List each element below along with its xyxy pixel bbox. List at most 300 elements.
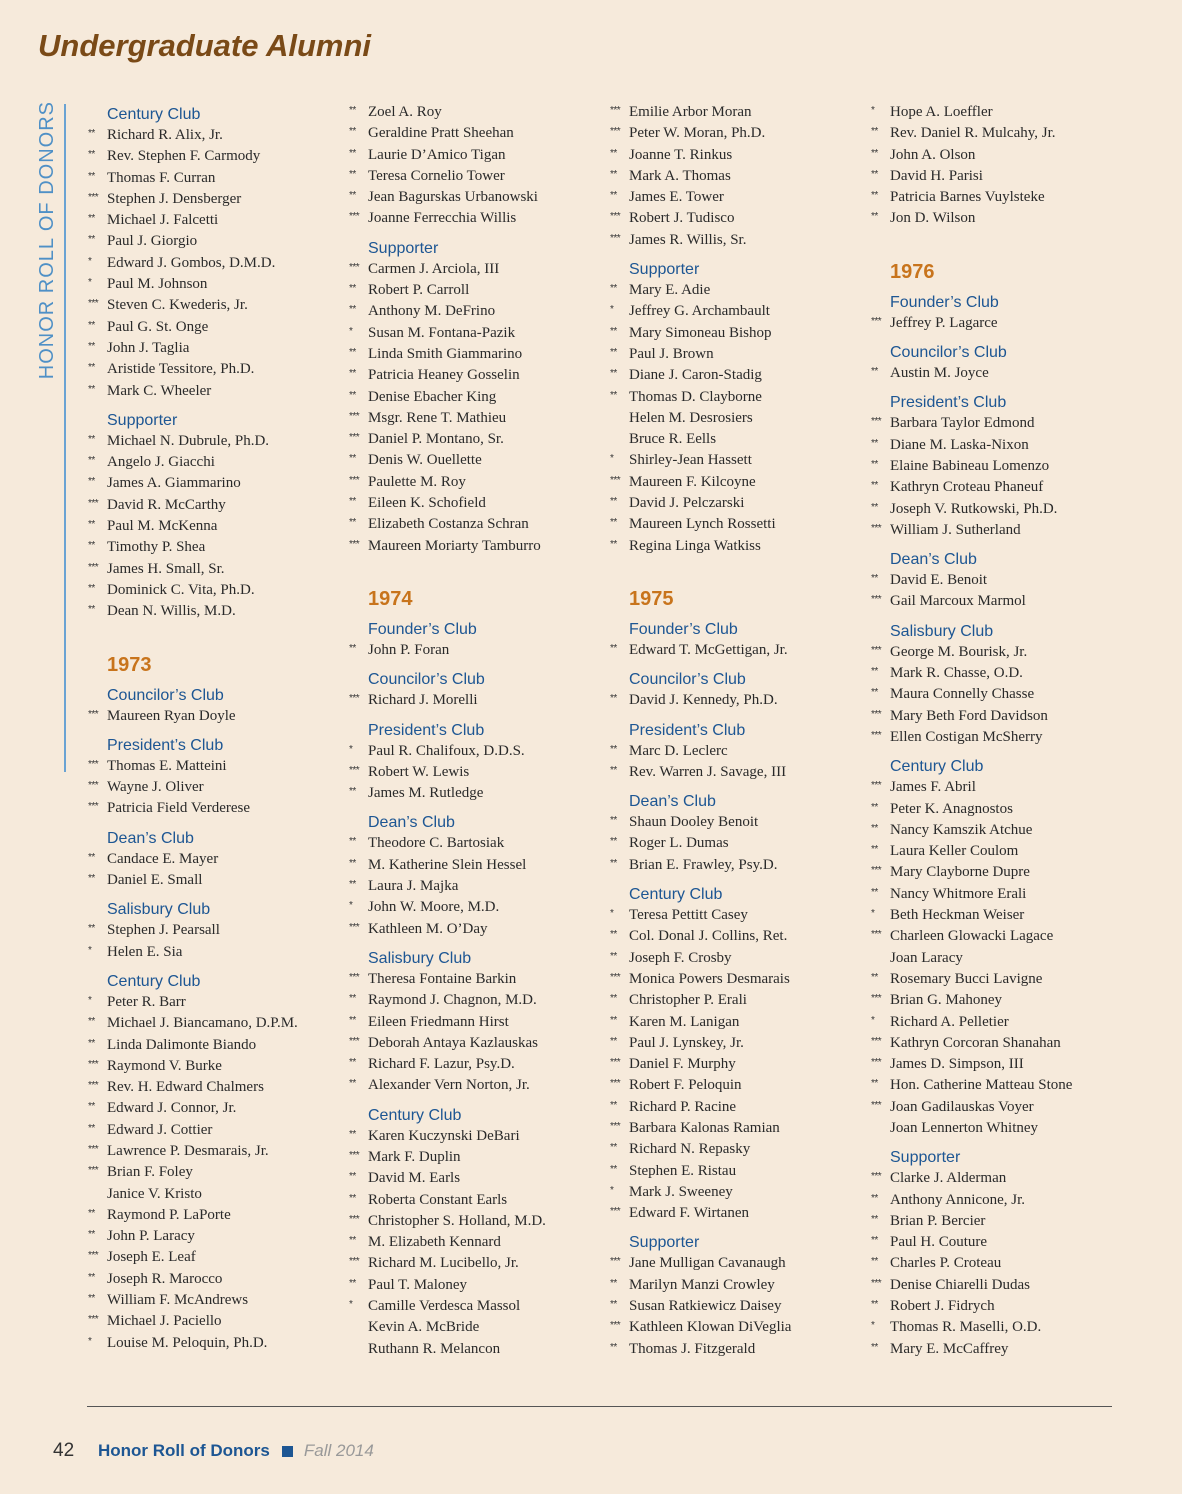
donor-stars-marker: ** bbox=[349, 993, 356, 1005]
column-1 bbox=[88, 102, 343, 1354]
class-year-heading: 1973 bbox=[107, 653, 152, 676]
donor-name: Robert J. Fidrych bbox=[890, 1298, 995, 1315]
donor-stars-marker: ** bbox=[610, 1035, 617, 1047]
donor-stars-marker: ** bbox=[349, 857, 356, 869]
donor-entry bbox=[871, 1033, 1126, 1054]
donor-stars-marker: *** bbox=[871, 644, 882, 656]
donor-stars-marker: ** bbox=[349, 1277, 356, 1289]
donor-name: Patricia Barnes Vuylsteke bbox=[890, 189, 1045, 206]
giving-level-heading: Supporter bbox=[629, 1234, 700, 1252]
donor-name: Daniel F. Murphy bbox=[629, 1056, 736, 1073]
donor-name: Edward J. Gombos, D.M.D. bbox=[107, 254, 276, 271]
donor-stars-marker bbox=[610, 429, 629, 450]
donor-name: Marc D. Leclerc bbox=[629, 742, 728, 759]
donor-stars-marker: *** bbox=[871, 594, 882, 606]
donor-entry bbox=[349, 344, 604, 365]
donor-stars-marker: ** bbox=[610, 642, 617, 654]
donor-stars-marker: ** bbox=[871, 126, 878, 138]
donor-stars-marker: *** bbox=[610, 232, 621, 244]
donor-stars-marker: ** bbox=[88, 455, 95, 467]
donor-name: Paul J. Brown bbox=[629, 345, 714, 362]
giving-level-heading: Founder’s Club bbox=[890, 293, 999, 311]
donor-name: Gail Marcoux Marmol bbox=[890, 593, 1026, 610]
donor-name: Edward J. Connor, Jr. bbox=[107, 1100, 237, 1117]
donor-name: Richard R. Alix, Jr. bbox=[107, 127, 223, 143]
donor-stars-marker: ** bbox=[871, 822, 878, 834]
donor-stars-marker: ** bbox=[88, 1229, 95, 1241]
donor-name: Patricia Field Verderese bbox=[107, 800, 251, 817]
column-4 bbox=[871, 102, 1126, 1360]
giving-level-heading: Century Club bbox=[107, 106, 201, 123]
donor-stars-marker: ** bbox=[871, 666, 878, 678]
donor-name: Louise M. Peloquin, Ph.D. bbox=[107, 1334, 268, 1351]
donor-stars-marker: * bbox=[88, 255, 92, 267]
donor-entry bbox=[349, 1054, 604, 1075]
donor-stars-marker: ** bbox=[871, 687, 878, 699]
donor-stars-marker: *** bbox=[349, 261, 360, 273]
donor-entry bbox=[871, 313, 1126, 334]
donor-stars-marker: *** bbox=[871, 780, 882, 792]
donor-stars-marker: ** bbox=[88, 433, 95, 445]
donor-entry bbox=[88, 1077, 343, 1098]
donor-entry bbox=[88, 359, 343, 380]
donor-entry bbox=[871, 1190, 1126, 1211]
donor-name: Paul H. Couture bbox=[890, 1234, 988, 1251]
donor-entry bbox=[349, 472, 604, 493]
donor-name: Geraldine Pratt Sheehan bbox=[368, 125, 514, 142]
donor-name: Maura Connelly Chasse bbox=[890, 686, 1035, 703]
donor-name: Stephen J. Densberger bbox=[107, 190, 242, 207]
donor-name: Barbara Kalonas Ramian bbox=[629, 1119, 780, 1136]
donor-entry bbox=[349, 783, 604, 804]
donor-entry bbox=[871, 948, 1126, 969]
donor-stars-marker: *** bbox=[88, 758, 99, 770]
donor-stars-marker: ** bbox=[610, 368, 617, 380]
donor-entry bbox=[871, 1317, 1126, 1338]
donor-name: Patricia Heaney Gosselin bbox=[368, 367, 520, 384]
donor-stars-marker: *** bbox=[871, 1035, 882, 1047]
donor-entry bbox=[349, 876, 604, 897]
donor-stars-marker: ** bbox=[871, 1078, 878, 1090]
donor-entry bbox=[349, 187, 604, 208]
donor-stars-marker: *** bbox=[349, 693, 360, 705]
donor-name: Teresa Cornelio Tower bbox=[368, 167, 505, 184]
donor-stars-marker bbox=[871, 1118, 890, 1139]
giving-level-heading: Founder’s Club bbox=[368, 620, 477, 638]
donor-entry bbox=[610, 1317, 865, 1338]
side-label-text: HONOR ROLL OF DONORS bbox=[35, 100, 58, 380]
donor-entry bbox=[88, 1056, 343, 1077]
donor-name: Christopher S. Holland, M.D. bbox=[368, 1212, 546, 1229]
donor-stars-marker: ** bbox=[610, 168, 617, 180]
donor-name: Linda Smith Giammarino bbox=[368, 345, 523, 362]
donor-stars-marker: ** bbox=[871, 437, 878, 449]
donor-entry bbox=[349, 1190, 604, 1211]
class-year-heading: 1974 bbox=[368, 587, 413, 610]
donor-stars-marker: *** bbox=[610, 211, 621, 223]
donor-name: Candace E. Mayer bbox=[107, 850, 219, 867]
donor-entry bbox=[88, 125, 343, 146]
donor-stars-marker: *** bbox=[88, 1165, 99, 1177]
donor-name: Brian P. Bercier bbox=[890, 1212, 986, 1229]
donor-entry bbox=[349, 1033, 604, 1054]
donor-entry bbox=[871, 969, 1126, 990]
donor-stars-marker: *** bbox=[610, 105, 621, 116]
donor-stars-marker: ** bbox=[349, 1235, 356, 1247]
donor-entry bbox=[871, 1275, 1126, 1296]
donor-name: Susan Ratkiewicz Daisey bbox=[629, 1298, 782, 1315]
donor-stars-marker: ** bbox=[610, 993, 617, 1005]
donor-name: James D. Simpson, III bbox=[890, 1056, 1024, 1073]
donor-name: Diane J. Caron-Stadig bbox=[629, 367, 762, 384]
donor-entry bbox=[610, 387, 865, 408]
donor-name: George M. Bourisk, Jr. bbox=[890, 643, 1028, 660]
donor-entry bbox=[349, 1317, 604, 1338]
donor-name: Richard A. Pelletier bbox=[890, 1013, 1009, 1030]
donor-entry bbox=[871, 1211, 1126, 1232]
issue-season: Fall 2014 bbox=[303, 1441, 374, 1460]
donor-entry bbox=[349, 387, 604, 408]
donor-stars-marker: *** bbox=[610, 1078, 621, 1090]
donor-name: Paul R. Chalifoux, D.D.S. bbox=[368, 742, 525, 759]
donor-entry bbox=[610, 741, 865, 762]
donor-entry bbox=[349, 166, 604, 187]
donor-stars-marker: * bbox=[349, 743, 353, 755]
giving-level-heading: President’s Club bbox=[107, 736, 224, 754]
donor-entry bbox=[349, 1147, 604, 1168]
giving-level-heading: Salisbury Club bbox=[107, 901, 211, 919]
donor-stars-marker: *** bbox=[349, 211, 360, 223]
donor-entry bbox=[871, 413, 1126, 434]
donor-stars-marker: ** bbox=[349, 1171, 356, 1183]
giving-level-heading: Councilor’s Club bbox=[629, 671, 746, 689]
donor-name: Edward F. Wirtanen bbox=[629, 1205, 749, 1222]
donor-entry bbox=[871, 1012, 1126, 1033]
donor-name: Msgr. Rene T. Mathieu bbox=[368, 409, 507, 426]
donor-name: Mary Beth Ford Davidson bbox=[890, 707, 1048, 724]
donor-stars-marker bbox=[88, 1184, 107, 1205]
donor-entry bbox=[871, 102, 1126, 123]
donor-name: Denise Chiarelli Dudas bbox=[890, 1276, 1030, 1293]
donor-stars-marker: ** bbox=[871, 366, 878, 378]
giving-level-heading: President’s Club bbox=[629, 721, 746, 739]
donor-name: Rev. H. Edward Chalmers bbox=[107, 1079, 264, 1096]
donor-entry bbox=[88, 473, 343, 494]
giving-level-heading: Dean’s Club bbox=[890, 551, 977, 569]
donor-entry bbox=[610, 123, 865, 144]
donor-name: Raymond J. Chagnon, M.D. bbox=[368, 992, 537, 1009]
giving-level-heading: President’s Club bbox=[368, 721, 485, 739]
donor-entry bbox=[349, 429, 604, 450]
donor-name: Roberta Constant Earls bbox=[368, 1191, 508, 1208]
donor-entry bbox=[871, 663, 1126, 684]
donor-stars-marker bbox=[610, 408, 629, 429]
donor-stars-marker: *** bbox=[349, 921, 360, 933]
donor-stars-marker: * bbox=[349, 1299, 353, 1311]
donor-name: Brian G. Mahoney bbox=[890, 992, 1003, 1009]
donor-entry bbox=[88, 756, 343, 777]
donor-name: John P. Laracy bbox=[107, 1228, 195, 1245]
donor-stars-marker: ** bbox=[871, 844, 878, 856]
donor-stars-marker: ** bbox=[88, 540, 95, 552]
donor-stars-marker: *** bbox=[88, 497, 99, 509]
donor-stars-marker bbox=[349, 1339, 368, 1360]
donor-entry bbox=[871, 166, 1126, 187]
donor-stars-marker: * bbox=[871, 105, 875, 116]
donor-name: Paul M. Johnson bbox=[107, 276, 208, 293]
donor-entry bbox=[349, 1253, 604, 1274]
donor-entry bbox=[871, 520, 1126, 541]
donor-entry bbox=[871, 363, 1126, 384]
donor-entry bbox=[88, 1013, 343, 1034]
donor-name: Bruce R. Eells bbox=[629, 431, 717, 448]
donor-name: Stephen J. Pearsall bbox=[107, 922, 220, 939]
donor-name: John A. Olson bbox=[890, 146, 976, 163]
donor-stars-marker: ** bbox=[610, 1163, 617, 1175]
donor-name: Jane Mulligan Cavanaugh bbox=[629, 1255, 786, 1272]
donor-stars-marker: *** bbox=[871, 1171, 882, 1183]
donor-entry bbox=[610, 1075, 865, 1096]
donor-name: M. Elizabeth Kennard bbox=[368, 1234, 501, 1251]
donor-entry bbox=[610, 450, 865, 471]
donor-name: Stephen E. Ristau bbox=[629, 1162, 737, 1179]
donor-entry bbox=[349, 1339, 604, 1360]
footer bbox=[53, 1440, 374, 1462]
donor-entry bbox=[610, 640, 865, 661]
donor-name: Richard P. Racine bbox=[629, 1098, 737, 1115]
donor-stars-marker: ** bbox=[88, 1101, 95, 1113]
donor-name: Robert P. Carroll bbox=[368, 282, 470, 299]
donor-name: Rev. Daniel R. Mulcahy, Jr. bbox=[890, 125, 1056, 142]
donor-name: Paul J. Giorgio bbox=[107, 233, 198, 250]
donor-name: Mary E. McCaffrey bbox=[890, 1340, 1009, 1357]
donor-entry bbox=[871, 1168, 1126, 1189]
donor-name: Michael J. Paciello bbox=[107, 1313, 222, 1330]
donor-name: James F. Abril bbox=[890, 779, 976, 796]
donor-name: Edward T. McGettigan, Jr. bbox=[629, 641, 788, 658]
donor-name: Raymond V. Burke bbox=[107, 1057, 222, 1074]
donor-name: Daniel E. Small bbox=[107, 872, 203, 889]
donor-stars-marker: *** bbox=[871, 416, 882, 428]
donor-stars-marker: *** bbox=[88, 191, 99, 203]
donor-name: Denise Ebacher King bbox=[368, 388, 497, 405]
giving-level-heading: Dean’s Club bbox=[107, 829, 194, 847]
donor-entry bbox=[610, 1139, 865, 1160]
donor-entry bbox=[349, 145, 604, 166]
donor-entry bbox=[88, 1205, 343, 1226]
giving-level-heading: Century Club bbox=[890, 758, 984, 776]
donor-name: Susan M. Fontana-Pazik bbox=[368, 324, 516, 341]
donor-stars-marker: ** bbox=[88, 128, 95, 139]
donor-entry bbox=[88, 317, 343, 338]
donor-name: Aristide Tessitore, Ph.D. bbox=[107, 361, 255, 378]
donor-entry bbox=[88, 1333, 343, 1354]
donor-stars-marker: ** bbox=[349, 1014, 356, 1026]
donor-stars-marker: *** bbox=[349, 1256, 360, 1268]
publication-name: Honor Roll of Donors bbox=[98, 1441, 270, 1460]
donor-stars-marker: *** bbox=[871, 1277, 882, 1289]
donor-entry bbox=[871, 1118, 1126, 1139]
donor-name: John J. Taglia bbox=[107, 339, 190, 356]
donor-stars-marker: *** bbox=[610, 1320, 621, 1332]
donor-name: Clarke J. Alderman bbox=[890, 1170, 1007, 1187]
donor-name: Paul J. Lynskey, Jr. bbox=[629, 1034, 744, 1051]
donor-entry bbox=[610, 187, 865, 208]
donor-name: Kathryn Corcoran Shanahan bbox=[890, 1034, 1061, 1051]
donor-name: Nancy Kamszik Atchue bbox=[890, 821, 1033, 838]
donor-entry bbox=[88, 777, 343, 798]
donor-stars-marker: ** bbox=[88, 851, 95, 863]
donor-name: William F. McAndrews bbox=[107, 1292, 249, 1309]
donor-entry bbox=[610, 344, 865, 365]
donor-entry bbox=[349, 833, 604, 854]
donor-name: Ruthann R. Melancon bbox=[368, 1340, 501, 1357]
donor-name: Thomas F. Curran bbox=[107, 169, 216, 186]
donor-entry bbox=[871, 990, 1126, 1011]
donor-stars-marker: *** bbox=[610, 1206, 621, 1218]
donor-stars-marker: ** bbox=[349, 496, 356, 508]
donor-entry bbox=[349, 102, 604, 123]
donor-stars-marker: ** bbox=[88, 923, 95, 935]
donor-stars-marker: *** bbox=[610, 1057, 621, 1069]
donor-name: Richard F. Lazur, Psy.D. bbox=[368, 1056, 515, 1073]
donor-stars-marker: ** bbox=[349, 642, 356, 654]
donor-entry bbox=[871, 499, 1126, 520]
donor-entry bbox=[88, 274, 343, 295]
donor-stars-marker: *** bbox=[349, 538, 360, 550]
donor-stars-marker: *** bbox=[871, 993, 882, 1005]
donor-name: Jon D. Wilson bbox=[890, 210, 976, 227]
column-3 bbox=[610, 102, 865, 1360]
donor-entry bbox=[349, 323, 604, 344]
donor-name: Elaine Babineau Lomenzo bbox=[890, 457, 1050, 474]
donor-name: Emilie Arbor Moran bbox=[629, 104, 752, 120]
donor-stars-marker: ** bbox=[349, 836, 356, 848]
donor-entry bbox=[871, 684, 1126, 705]
donor-stars-marker: *** bbox=[349, 764, 360, 776]
giving-level-heading: Dean’s Club bbox=[629, 793, 716, 811]
donor-stars-marker: ** bbox=[610, 764, 617, 776]
donor-name: Camille Verdesca Massol bbox=[368, 1298, 521, 1315]
donor-name: Mark A. Thomas bbox=[629, 167, 731, 184]
donor-stars-marker: ** bbox=[610, 929, 617, 941]
donor-entry bbox=[88, 495, 343, 516]
donor-entry bbox=[610, 102, 865, 123]
donor-name: Robert F. Peloquin bbox=[629, 1077, 742, 1094]
donor-entry bbox=[871, 591, 1126, 612]
donor-stars-marker: * bbox=[871, 908, 875, 920]
donor-entry bbox=[871, 145, 1126, 166]
donor-entry bbox=[610, 1203, 865, 1224]
donor-stars-marker: ** bbox=[871, 168, 878, 180]
donor-stars-marker: * bbox=[610, 304, 614, 316]
donor-entry bbox=[349, 208, 604, 229]
donor-entry bbox=[610, 536, 865, 557]
donor-name: Laura J. Majka bbox=[368, 878, 459, 895]
donor-stars-marker: *** bbox=[610, 474, 621, 486]
donor-entry bbox=[871, 841, 1126, 862]
donor-entry bbox=[610, 690, 865, 711]
donor-name: Daniel P. Montano, Sr. bbox=[368, 431, 504, 448]
donor-entry bbox=[610, 948, 865, 969]
donor-name: Paul M. McKenna bbox=[107, 518, 218, 535]
donor-entry bbox=[610, 833, 865, 854]
donor-stars-marker: ** bbox=[610, 1299, 617, 1311]
donor-name: Beth Heckman Weiser bbox=[890, 907, 1025, 924]
donor-entry bbox=[610, 969, 865, 990]
donor-stars-marker: ** bbox=[349, 126, 356, 138]
donor-entry bbox=[610, 762, 865, 783]
donor-name: James R. Willis, Sr. bbox=[629, 231, 747, 248]
donor-name: Joseph V. Rutkowski, Ph.D. bbox=[890, 500, 1058, 517]
donor-entry bbox=[610, 812, 865, 833]
giving-level-heading: Supporter bbox=[368, 239, 439, 257]
donor-stars-marker: ** bbox=[88, 873, 95, 885]
donor-entry bbox=[88, 168, 343, 189]
donor-stars-marker: ** bbox=[349, 190, 356, 202]
donor-entry bbox=[88, 1311, 343, 1332]
donor-stars-marker: ** bbox=[610, 389, 617, 401]
donor-entry bbox=[871, 456, 1126, 477]
giving-level-heading: Supporter bbox=[890, 1149, 961, 1167]
giving-level-heading: Century Club bbox=[107, 972, 201, 990]
donor-name: Mark C. Wheeler bbox=[107, 382, 212, 399]
donor-entry bbox=[610, 905, 865, 926]
donor-entry bbox=[871, 1097, 1126, 1118]
donor-stars-marker: ** bbox=[610, 517, 617, 529]
donor-stars-marker: ** bbox=[610, 1277, 617, 1289]
donor-entry bbox=[349, 123, 604, 144]
donor-stars-marker bbox=[871, 948, 890, 969]
donor-stars-marker: ** bbox=[88, 234, 95, 246]
donor-entry bbox=[610, 208, 865, 229]
donor-name: Mark J. Sweeney bbox=[629, 1183, 733, 1200]
donor-entry bbox=[610, 514, 865, 535]
donor-stars-marker: ** bbox=[349, 1192, 356, 1204]
donor-stars-marker: ** bbox=[871, 1341, 878, 1353]
donor-name: Thomas J. Fitzgerald bbox=[629, 1340, 756, 1357]
donor-entry bbox=[349, 1275, 604, 1296]
donor-stars-marker: *** bbox=[349, 1035, 360, 1047]
donor-name: David R. McCarthy bbox=[107, 496, 226, 513]
donor-entry bbox=[88, 1098, 343, 1119]
donor-entry bbox=[610, 493, 865, 514]
donor-name: Diane M. Laska-Nixon bbox=[890, 436, 1029, 453]
donor-stars-marker bbox=[349, 1317, 368, 1338]
donor-entry bbox=[349, 1075, 604, 1096]
donor-name: Michael J. Biancamano, D.P.M. bbox=[107, 1015, 298, 1032]
donor-stars-marker: ** bbox=[88, 519, 95, 531]
donor-entry bbox=[610, 990, 865, 1011]
donor-name: Peter W. Moran, Ph.D. bbox=[629, 125, 766, 142]
donor-name: Brian E. Frawley, Psy.D. bbox=[629, 856, 778, 873]
donor-entry bbox=[88, 431, 343, 452]
donor-entry bbox=[88, 1269, 343, 1290]
donor-entry bbox=[349, 969, 604, 990]
donor-name: Linda Dalimonte Biando bbox=[107, 1036, 257, 1053]
donor-name: Hon. Catherine Matteau Stone bbox=[890, 1077, 1073, 1094]
giving-level-heading: Century Club bbox=[629, 886, 723, 904]
donor-entry bbox=[871, 926, 1126, 947]
donor-stars-marker: *** bbox=[871, 729, 882, 741]
donor-name: Jeffrey P. Lagarce bbox=[890, 314, 998, 331]
donor-stars-marker: *** bbox=[88, 1080, 99, 1092]
donor-name: Kathleen M. O’Day bbox=[368, 920, 488, 937]
square-bullet-icon bbox=[282, 1446, 293, 1457]
donor-stars-marker: ** bbox=[349, 879, 356, 891]
donor-entry bbox=[610, 1161, 865, 1182]
donor-entry bbox=[88, 338, 343, 359]
